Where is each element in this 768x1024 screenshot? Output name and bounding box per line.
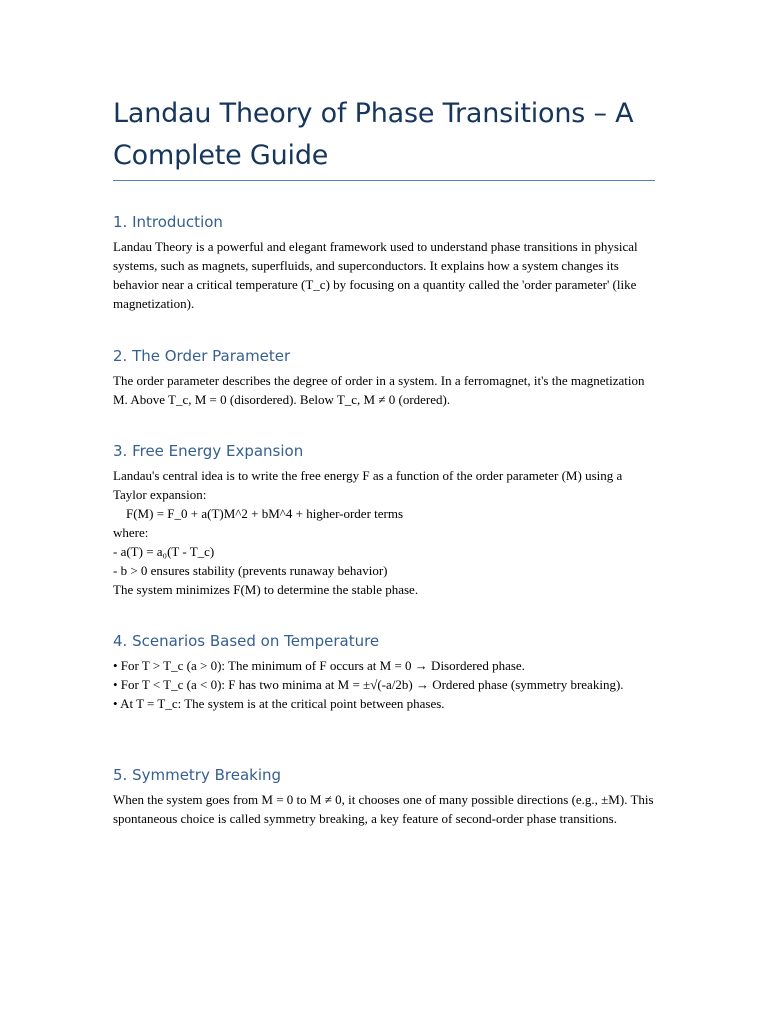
text-line: The system minimizes F(M) to determine the stable phase. [113, 582, 419, 597]
equation-line: F(M) = F_0 + a(T)M^2 + bM^4 + higher-order terms [113, 506, 404, 521]
section-heading: 4. Scenarios Based on Temperature [113, 632, 380, 650]
section-paragraph: Landau's central idea is to write the free energy F as a function of the order parameter (M) using a Taylor expansion: [113, 468, 623, 502]
list-line: - a(T) = a₀(T - T_c) [113, 544, 215, 559]
section-heading: 1. Introduction [113, 213, 223, 231]
bullet-list [113, 656, 658, 713]
section-heading: 2. The Order Parameter [113, 347, 291, 365]
section-introduction [113, 211, 658, 313]
list-item: • For T > T_c (a > 0): The minimum of F occurs at M = 0 → Disordered phase. [113, 658, 525, 673]
section-order-parameter [113, 345, 658, 409]
section-paragraph: When the system goes from M = 0 to M ≠ 0, it chooses one of many possible directions (e.g., ±M). This spontaneous choice is called symmetry breaking, a key feature of second-order phase transitions. [113, 792, 654, 826]
list-line: - b > 0 ensures stability (prevents runaway behavior) [113, 563, 388, 578]
document-title: Landau Theory of Phase Transitions – A Complete Guide [113, 98, 634, 171]
section-paragraph: Landau Theory is a powerful and elegant framework used to understand phase transitions in physical systems, such as magnets, superfluids, and superconductors. It explains how a system changes its behavior near a critical temperature (T_c) by focusing on a quantity called the 'order parameter' (like magnetization). [113, 239, 638, 311]
list-item: • For T < T_c (a < 0): F has two minima at M = ±√(-a/2b) → Ordered phase (symmetry breaking). [113, 677, 624, 692]
section-symmetry-breaking [113, 764, 658, 828]
section-heading: 3. Free Energy Expansion [113, 442, 304, 460]
section-paragraph: The order parameter describes the degree of order in a system. In a ferromagnet, it's the magnetization M. Above T_c, M = 0 (disordered). Below T_c, M ≠ 0 (ordered). [113, 373, 645, 407]
list-item: • At T = T_c: The system is at the critical point between phases. [113, 696, 445, 711]
section-scenarios [113, 630, 658, 713]
section-free-energy [113, 440, 658, 599]
text-line: where: [113, 525, 149, 540]
title-underline [113, 180, 655, 181]
equation-block [113, 504, 658, 599]
section-heading: 5. Symmetry Breaking [113, 766, 282, 784]
